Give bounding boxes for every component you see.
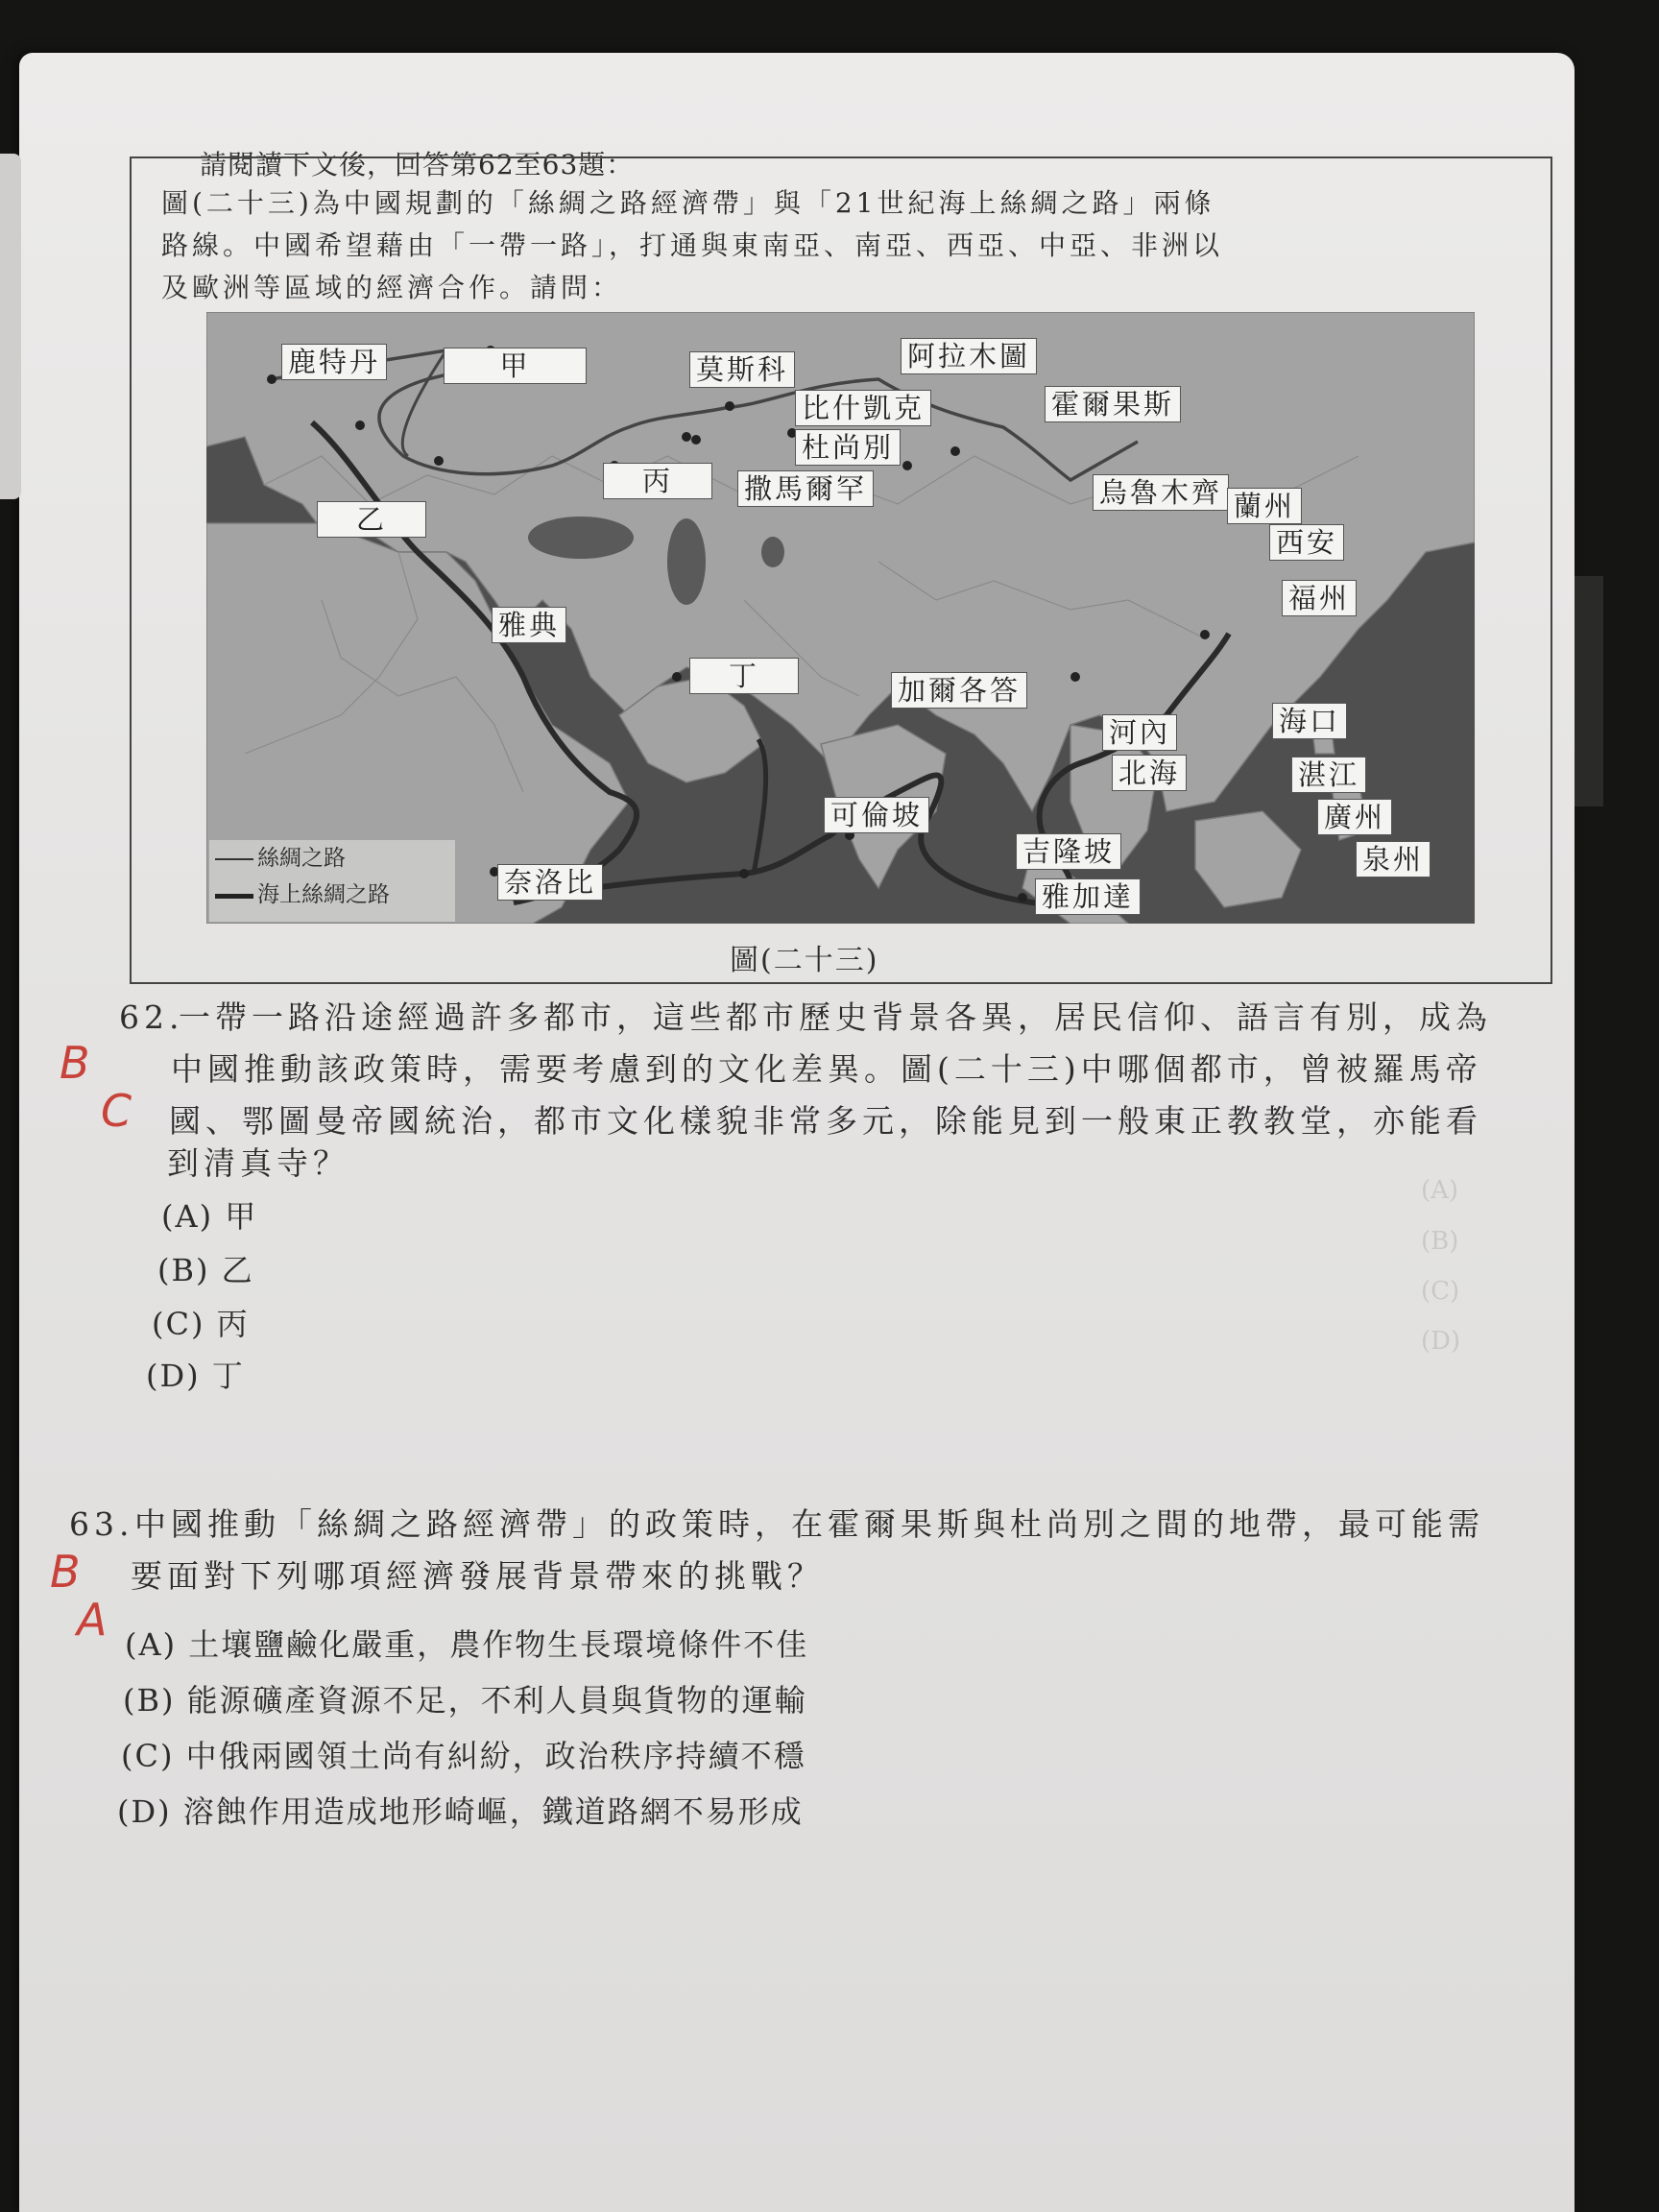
q62-option-d[interactable]: (D) 丁 (146, 1358, 245, 1394)
passage-line-2: 路線。中國希望藉由「一帶一路」，打通與東南亞、南亞、西亞、中亞、非洲以 (161, 229, 1224, 261)
legend-maritime-label: 海上絲綢之路 (257, 882, 390, 907)
legend-silk-road (215, 840, 455, 877)
label-bishkek: 比什凱克 (795, 390, 931, 426)
label-colombo: 可倫坡 (824, 797, 929, 833)
label-athens: 雅典 (492, 607, 566, 643)
label-haikou: 海口 (1272, 703, 1347, 739)
q63-line-2: 要面對下列哪項經濟發展背景帶來的挑戰？ (131, 1557, 824, 1595)
page-tab (1575, 576, 1603, 806)
bleed-through: (A) (1421, 1176, 1459, 1205)
q62-number: 62. (119, 998, 184, 1036)
label-bing: 丙 (603, 463, 712, 499)
q63-option-d[interactable]: (D) 溶蝕作用造成地形崎嶇，鐵道路網不易形成 (117, 1793, 804, 1830)
q62-line-3: 國、鄂圖曼帝國統治，都市文化樣貌非常多元，除能見到一般東正教教堂，亦能看 (169, 1102, 1482, 1140)
q63-option-a[interactable]: (A) 土壤鹽鹼化嚴重，農作物生長環境條件不佳 (125, 1626, 809, 1663)
label-quanzhou: 泉州 (1356, 841, 1431, 878)
q62-line-4: 到清真寺？ (167, 1144, 349, 1182)
intro-text: 請閱讀下文後，回答第62至63題： (200, 149, 635, 180)
legend-maritime (215, 877, 455, 913)
thin-line-icon (215, 858, 253, 860)
label-fuzhou: 福州 (1282, 580, 1357, 616)
label-nairobi: 奈洛比 (497, 864, 603, 901)
passage-line-1: 圖(二十三)為中國規劃的「絲綢之路經濟帶」與「21世紀海上絲綢之路」兩條 (161, 187, 1215, 219)
label-rotterdam: 鹿特丹 (281, 344, 387, 380)
page-edge (0, 154, 21, 499)
passage-line-3: 及歐洲等區域的經濟合作。請問： (161, 272, 623, 303)
bleed-through: (C) (1421, 1277, 1460, 1306)
q62-line-2: 中國推動該政策時，需要考慮到的文化差異。圖(二十三)中哪個都市，曾被羅馬帝 (171, 1050, 1482, 1088)
label-jia: 甲 (444, 348, 587, 384)
label-zhanjiang: 湛江 (1291, 757, 1366, 793)
q62-option-a[interactable]: (A) 甲 (161, 1198, 258, 1235)
label-xian: 西安 (1269, 524, 1344, 561)
bleed-through: (B) (1421, 1227, 1459, 1256)
label-hanoi: 河內 (1102, 714, 1177, 751)
q62-line-1: 一帶一路沿途經過許多都市，這些都市歷史背景各異，居民信仰、語言有別，成為 (179, 998, 1492, 1036)
legend-silk-road-label: 絲綢之路 (257, 846, 346, 871)
label-lanzhou: 蘭州 (1227, 488, 1302, 524)
q63-line-1: 中國推動「絲綢之路經濟帶」的政策時，在霍爾果斯與杜尚別之間的地帶，最可能需 (134, 1505, 1484, 1543)
label-beihai: 北海 (1112, 755, 1187, 791)
q63-option-c[interactable]: (C) 中俄兩國領土尚有糾紛，政治秩序持續不穩 (121, 1738, 806, 1774)
handwritten-mark-q62-2: C (101, 1085, 132, 1137)
q62-option-b[interactable]: (B) 乙 (157, 1252, 254, 1288)
bleed-through: (D) (1421, 1327, 1461, 1356)
label-kolkata: 加爾各答 (891, 672, 1027, 709)
label-kualalumpur: 吉隆坡 (1016, 833, 1121, 870)
handwritten-mark-q62-1: B (60, 1037, 90, 1089)
q63-option-b[interactable]: (B) 能源礦產資源不足，不利人員與貨物的運輸 (123, 1682, 807, 1719)
label-jakarta: 雅加達 (1035, 878, 1141, 915)
label-khorgos: 霍爾果斯 (1045, 386, 1181, 422)
label-moscow: 莫斯科 (689, 351, 795, 388)
label-dushanbe: 杜尚別 (795, 429, 901, 466)
label-ding: 丁 (689, 658, 799, 694)
label-yi: 乙 (317, 501, 426, 538)
label-samarkand: 撒馬爾罕 (737, 470, 874, 507)
q62-option-c[interactable]: (C) 丙 (152, 1306, 250, 1342)
label-almaty: 阿拉木圖 (901, 338, 1037, 374)
label-urumqi: 烏魯木齊 (1093, 474, 1229, 511)
map-legend (209, 840, 455, 922)
handwritten-mark-q63-2: A (77, 1594, 108, 1646)
label-guangzhou: 廣州 (1317, 799, 1392, 835)
q63-number: 63. (69, 1505, 134, 1543)
thick-line-icon (215, 894, 253, 899)
figure-caption: 圖(二十三) (730, 944, 879, 977)
handwritten-mark-q63-1: B (50, 1546, 81, 1598)
